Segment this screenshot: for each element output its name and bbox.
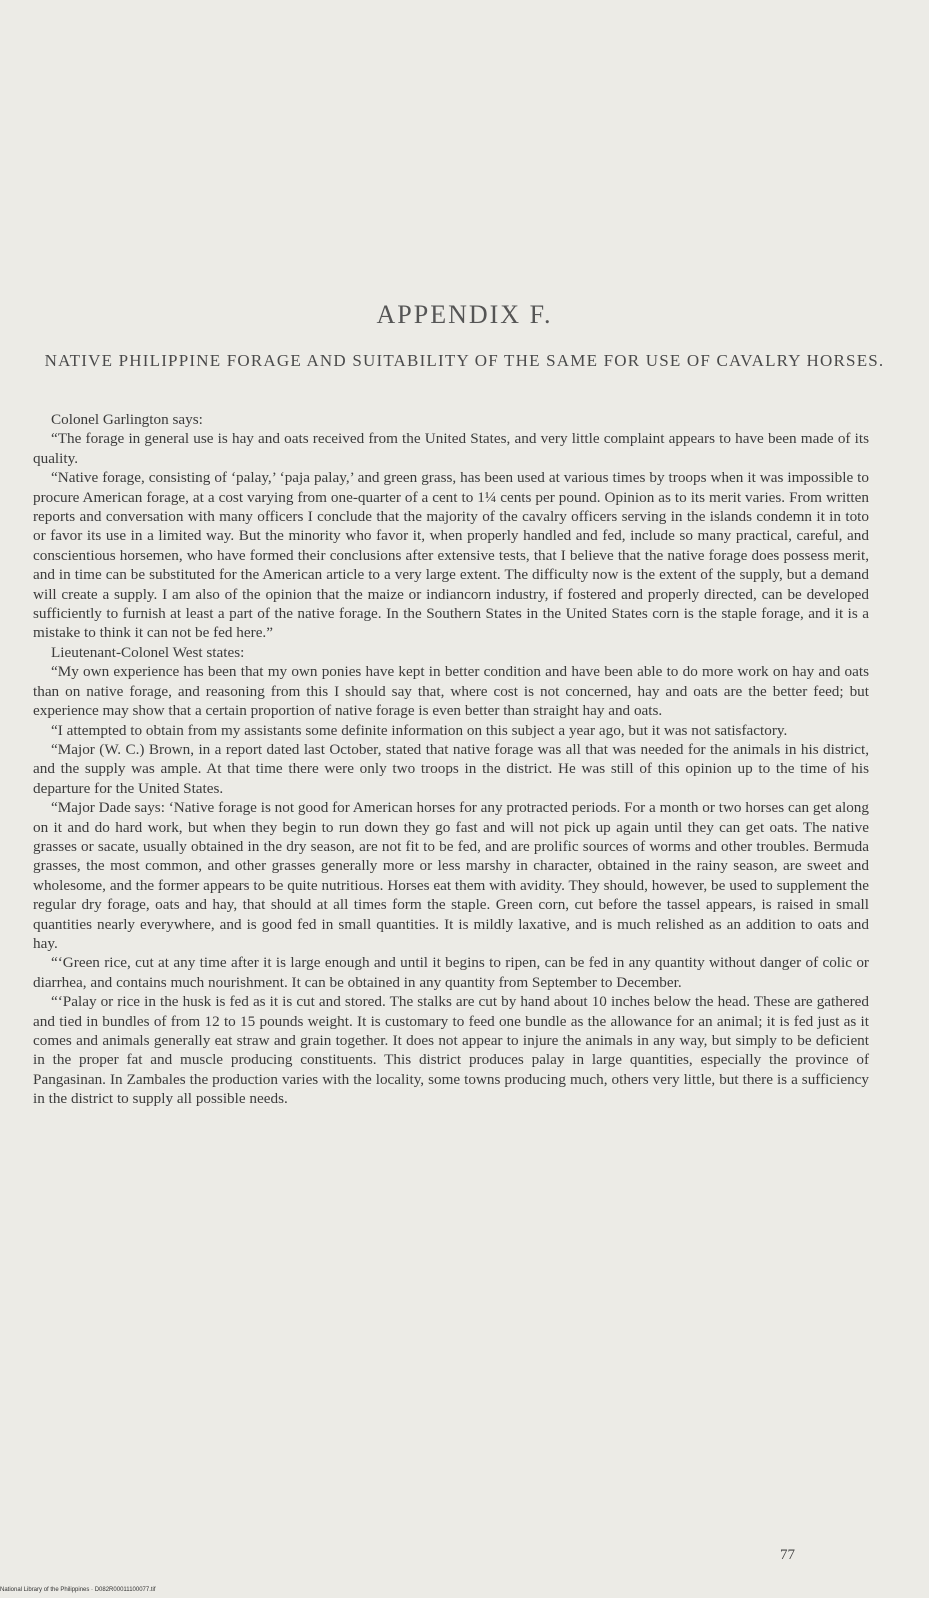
paragraph: “Major Dade says: ‘Native forage is not good for American horses for any protracted periods. For a month or two horses can get along on it and do hard work, but when they begin to run down they go fast and will not pick up again until they can get oats. The native grasses or sacate, usually obtained in the dry season, are not fit to be fed, and are prolific sources of worms and other troubles. Bermuda grasses, the most common, and other grasses generally more or less marshy in character, obtained in the rainy season, are sweet and wholesome, and the former appears to be quite nutritious. Horses eat them with avidity. They should, however, be used to supplement the regular dry forage, oats and hay, that should at all times form the staple. Green corn, cut before the tassel appears, is raised in small quantities nearly everywhere, and is good fed in small quantities. It is mildly laxative, and is much relished as an addition to oats and hay. — [33, 799, 869, 952]
paragraph: “Major (W. C.) Brown, in a report dated last October, stated that native forage was all that was needed for the animals in his district, and the supply was ample. At that time there were only two troops in the district. He was still of this opinion up to the time of his departure for the United States. — [33, 740, 869, 797]
paragraph: “I attempted to obtain from my assistants some definite information on this subject a year ago, but it was not satisfactory. — [51, 721, 788, 739]
paragraph: “My own experience has been that my own ponies have kept in better condition and have been able to do more work on hay and oats than on native forage, and reasoning from this I should say that, where cost is not concerned, hay and oats are the better feed; but experience may show that a certain proportion of native forage is even better than straight hay and oats. — [33, 663, 869, 720]
body-text — [33, 410, 869, 1109]
paragraph: Lieutenant-Colonel West states: — [51, 643, 245, 661]
paragraph: “‘Green rice, cut at any time after it is large enough and until it begins to ripen, can be fed in any quantity without danger of colic or diarrhea, and contains much nourishment. It can be obtained in any quantity from September to December. — [33, 954, 869, 991]
section-subtitle: NATIVE PHILIPPINE FORAGE AND SUITABILITY OF THE SAME FOR USE OF CAVALRY HORSES. — [44, 351, 885, 370]
paragraph: Colonel Garlington says: — [51, 411, 203, 428]
paragraph: “Native forage, consisting of ‘palay,’ ‘paja palay,’ and green grass, has been used at various times by troops when it was impossible to procure American forage, at a cost varying from one-quarter of a cent to 1¼ cents per pound. Opinion as to its merit varies. From written reports and conversation with many officers I conclude that the majority of the cavalry officers serving in the islands condemn it in toto or favor its use in a limited way. But the minority who favor it, when properly handled and fed, include so many practical, careful, and conscientious horsemen, who have formed their conclusions after extensive tests, that I believe that the native forage does possess merit, and in time can be substituted for the American article to a very large extent. The difficulty now is the extent of the supply, but a demand will create a supply. I am also of the opinion that the maize or indiancorn industry, if fostered and properly directed, can be developed sufficiently to furnish at least a part of the native forage. In the Southern States in the United States corn is the staple forage, and it is a mistake to think it can not be fed here.” — [33, 469, 869, 642]
page-number: 77 — [780, 1547, 795, 1563]
paragraph: “‘Palay or rice in the husk is fed as it is cut and stored. The stalks are cut by hand about 10 inches below the head. These are gathered and tied in bundles of from 12 to 15 pounds weight. It is customary to feed one bundle as the allowance for an animal; it is fed just as it comes and animals generally eat straw and grain together. It does not appear to injure the animals in any way, but simply to be deficient in the proper fat and muscle producing constituents. This district produces palay in large quantities, especially the province of Pangasinan. In Zambales the production varies with the locality, some towns producing much, others very little, but there is a sufficiency in the district to supply all possible needs. — [33, 993, 869, 1108]
scan-credit: National Library of the Philippines · D082R00011100077.tif — [0, 1587, 156, 1593]
paragraph: “The forage in general use is hay and oats received from the United States, and very little complaint appears to have been made of its quality. — [33, 430, 869, 467]
appendix-heading: APPENDIX F. — [376, 300, 553, 329]
